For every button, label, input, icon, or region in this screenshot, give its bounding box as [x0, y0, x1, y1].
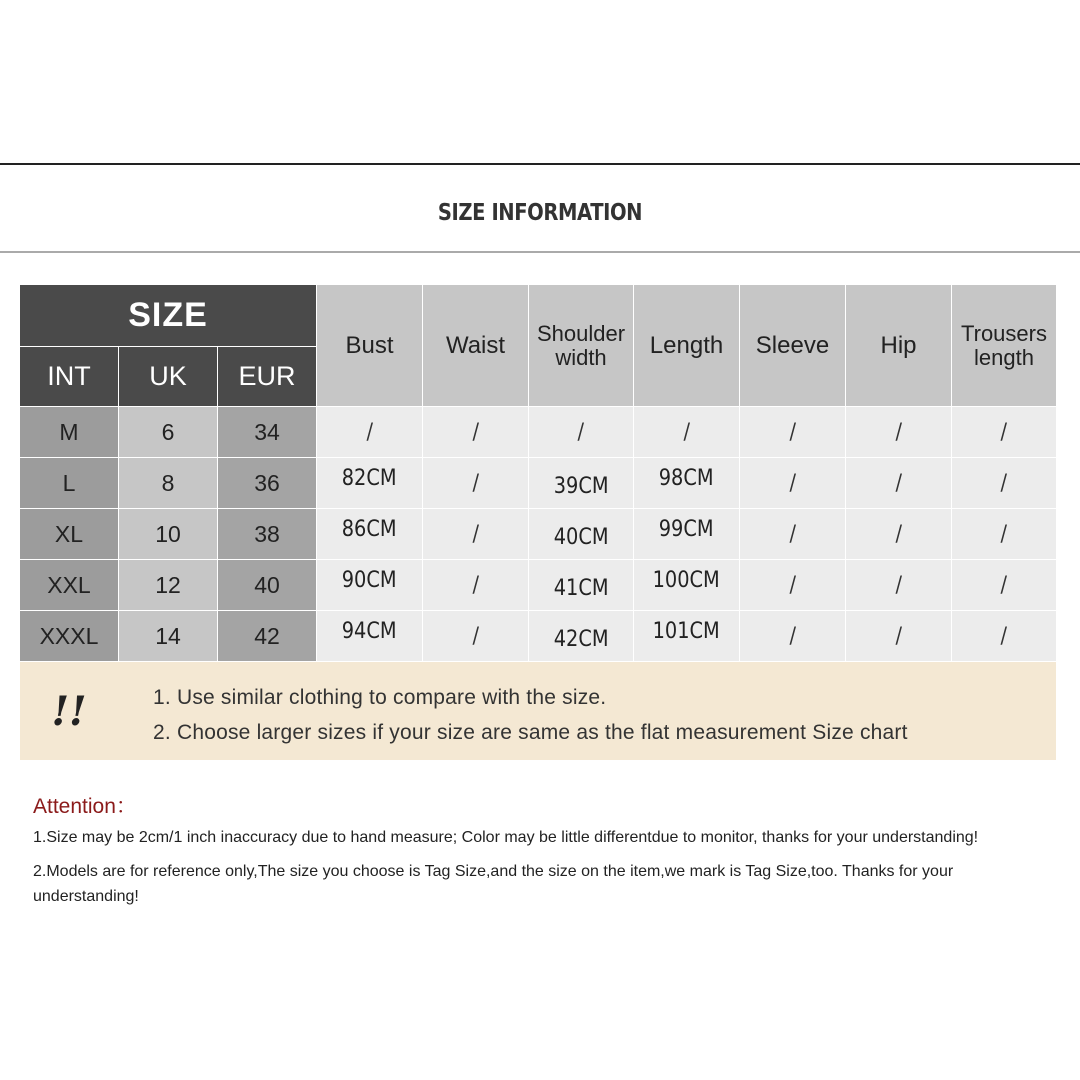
not-applicable-mark: / — [895, 419, 902, 445]
not-applicable-mark: / — [895, 623, 902, 649]
measurement-cell — [423, 407, 528, 457]
size-eur-cell: 34 — [218, 407, 316, 457]
measurement-cell — [317, 560, 422, 610]
measurement-value: 99CM — [659, 516, 714, 542]
measurement-cell — [529, 611, 633, 661]
measurement-value: 42CM — [553, 626, 609, 652]
not-applicable-mark: / — [789, 470, 796, 496]
measurement-cell — [846, 458, 951, 508]
not-applicable-mark: / — [472, 470, 479, 496]
not-applicable-mark: / — [683, 419, 690, 445]
measurement-cell — [952, 560, 1056, 610]
measurement-value: 41CM — [553, 575, 609, 601]
column-header-label: Sleeve — [755, 331, 830, 359]
not-applicable-mark: / — [789, 521, 796, 547]
not-applicable-mark: / — [366, 419, 373, 445]
size-int-cell: XXL — [20, 560, 118, 610]
not-applicable-mark: / — [1000, 572, 1008, 598]
measurement-cell — [740, 458, 845, 508]
size-uk-cell: 14 — [119, 611, 217, 661]
measurement-cell — [423, 458, 528, 508]
measurement-value: 98CM — [659, 465, 714, 491]
size-uk-cell: 10 — [119, 509, 217, 559]
measurement-cell — [952, 407, 1056, 457]
title-divider — [0, 251, 1080, 253]
column-header — [317, 285, 422, 406]
not-applicable-mark: / — [895, 572, 902, 598]
measurement-cell — [846, 509, 951, 559]
measurement-cell — [740, 560, 845, 610]
measurement-value: 100CM — [652, 567, 721, 593]
note-line-2: 2. Choose larger sizes if your size are same as the flat measurement Size chart — [153, 721, 908, 744]
size-int-cell: L — [20, 458, 118, 508]
measurement-cell — [423, 509, 528, 559]
not-applicable-mark: / — [895, 521, 902, 547]
measurement-cell — [529, 458, 633, 508]
measurement-cell — [634, 509, 739, 559]
measurement-value: 40CM — [553, 524, 609, 550]
measurement-value: 86CM — [342, 516, 397, 542]
size-eur-cell: 40 — [218, 560, 316, 610]
column-header — [952, 285, 1056, 406]
size-label: SIZE — [128, 296, 208, 334]
column-header — [740, 285, 845, 406]
column-header-label: Length — [649, 331, 724, 359]
column-header-label: Bust — [345, 331, 394, 359]
measurement-value: 90CM — [342, 567, 397, 593]
int-header — [20, 347, 118, 406]
measurement-cell — [846, 560, 951, 610]
int-header-label: INT — [47, 361, 91, 391]
measurement-cell — [952, 458, 1056, 508]
size-int-cell: XL — [20, 509, 118, 559]
size-eur-cell: 38 — [218, 509, 316, 559]
measurement-cell — [423, 611, 528, 661]
measurement-cell — [740, 509, 845, 559]
column-header-label: Shoulder width — [536, 320, 626, 370]
top-divider — [0, 163, 1080, 165]
not-applicable-mark: / — [789, 623, 796, 649]
measurement-cell — [317, 458, 422, 508]
uk-header-label: UK — [149, 361, 187, 391]
measurement-value: 39CM — [553, 473, 609, 499]
eur-header-label: EUR — [238, 361, 296, 391]
measurement-cell — [740, 611, 845, 661]
notes-box — [20, 662, 1056, 760]
column-header — [423, 285, 528, 406]
not-applicable-mark: / — [472, 623, 479, 649]
measurement-cell — [952, 509, 1056, 559]
measurement-value: 101CM — [652, 618, 721, 644]
not-applicable-mark: / — [789, 572, 796, 598]
not-applicable-mark: / — [1000, 521, 1008, 547]
measurement-cell — [846, 611, 951, 661]
column-header — [529, 285, 633, 406]
size-header — [20, 285, 316, 346]
measurement-cell — [317, 611, 422, 661]
note-line-1: 1. Use similar clothing to compare with the size. — [153, 686, 607, 709]
measurement-cell — [952, 611, 1056, 661]
size-int-cell: M — [20, 407, 118, 457]
not-applicable-mark: / — [1000, 623, 1008, 649]
not-applicable-mark: / — [577, 419, 585, 445]
measurement-cell — [317, 407, 422, 457]
not-applicable-mark: / — [472, 521, 479, 547]
measurement-cell — [529, 407, 633, 457]
not-applicable-mark: / — [789, 419, 796, 445]
size-eur-cell: 36 — [218, 458, 316, 508]
attention-line-2: 2.Models are for reference only,The size you choose is Tag Size,and the size on the item,we mark is Tag Size,too. Thanks for your understanding! — [33, 863, 954, 905]
page-title: SIZE INFORMATION — [437, 200, 643, 226]
not-applicable-mark: / — [895, 470, 902, 496]
measurement-cell — [317, 509, 422, 559]
measurement-cell — [740, 407, 845, 457]
not-applicable-mark: / — [1000, 419, 1008, 445]
column-header-label: Waist — [445, 331, 506, 359]
column-header — [846, 285, 951, 406]
measurement-cell — [529, 560, 633, 610]
measurement-value: 82CM — [342, 465, 397, 491]
uk-header — [119, 347, 217, 406]
attention-heading: Attention： — [33, 795, 137, 818]
measurement-cell — [529, 509, 633, 559]
column-header-label: Hip — [880, 331, 917, 359]
not-applicable-mark: / — [1000, 470, 1008, 496]
measurement-value: 94CM — [342, 618, 397, 644]
measurement-cell — [423, 560, 528, 610]
exclamation-icon: !! — [51, 687, 87, 735]
size-uk-cell: 6 — [119, 407, 217, 457]
size-int-cell: XXXL — [20, 611, 118, 661]
attention-line-1: 1.Size may be 2cm/1 inch inaccuracy due to hand measure; Color may be little differentdue to monitor, thanks for your understanding! — [33, 829, 979, 846]
eur-header — [218, 347, 316, 406]
column-header — [634, 285, 739, 406]
size-uk-cell: 12 — [119, 560, 217, 610]
size-eur-cell: 42 — [218, 611, 316, 661]
measurement-cell — [634, 560, 739, 610]
not-applicable-mark: / — [472, 572, 479, 598]
not-applicable-mark: / — [472, 419, 479, 445]
size-uk-cell: 8 — [119, 458, 217, 508]
measurement-cell — [634, 458, 739, 508]
column-header-label: Trousers length — [961, 320, 1047, 370]
measurement-cell — [634, 407, 739, 457]
measurement-cell — [634, 611, 739, 661]
measurement-cell — [846, 407, 951, 457]
